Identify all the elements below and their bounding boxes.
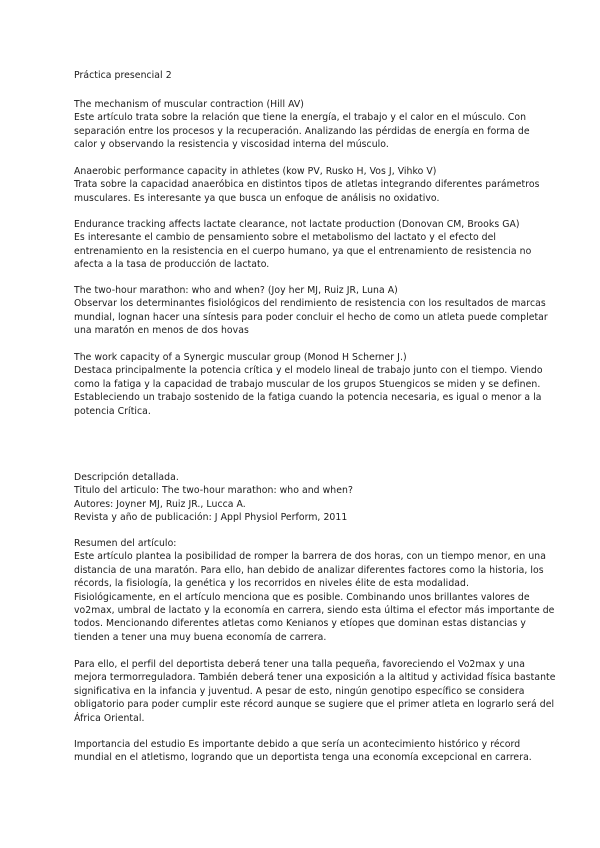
detail-block	[74, 471, 526, 525]
entry-heading: The two-hour marathon: who and when? (Joy her MJ, Ruiz JR, Luna A)	[74, 285, 398, 296]
summary-line: África Oriental.	[74, 712, 145, 724]
entry-line: como la fatiga y la capacidad de trabajo muscular de los grupos Stuengicos se miden y se definen.	[74, 378, 541, 390]
summary-line: significativa en la infancia y juventud. A pesar de esto, ningún genotipo específico se considera	[74, 685, 525, 697]
entry-line: una maratón en menos de dos hovas	[74, 325, 249, 337]
summary-line: Fisiológicamente, en el artículo menciona que es posible. Combinando unos brillantes valores de	[74, 591, 530, 603]
summary-line: Para ello, el perfil del deportista deberá tener una talla pequeña, favoreciendo el Vo2max y una	[74, 659, 525, 670]
importance-line: mundial en el atletismo, logrando que un deportista tenga una economía excepcional en carrera.	[74, 752, 532, 764]
detail-article-title: Titulo del articulo: The two-hour marathon: who and when?	[74, 485, 353, 497]
entry-line: musculares. Es interesante ya que busca un enfoque de análisis no oxidativo.	[74, 192, 440, 204]
entry-heading: The mechanism of muscular contraction (Hill AV)	[74, 99, 304, 110]
detail-authors: Autores: Joyner MJ, Ruiz JR., Lucca A.	[74, 498, 246, 510]
study-importance-block	[74, 738, 532, 765]
summary-line: Este artículo plantea la posibilidad de romper la barrera de dos horas, con un tiempo menor, en una	[74, 551, 546, 563]
page-title-block	[74, 69, 526, 82]
summary-heading: Resumen del artículo:	[74, 538, 177, 549]
entry-line: Observar los determinantes fisiológicos del rendimiento de resistencia con los resultados de marcas	[74, 298, 546, 310]
summary-line: récords, la fisiología, la genética y los recorridos en niveles élite de esta modalidad.	[74, 578, 469, 590]
entry-line: mundial, lognan hacer una síntesis para poder concluir el hecho de como un atleta puede completar	[74, 311, 548, 323]
summary-paragraph-2	[74, 658, 556, 725]
summary-line: todos. Mencionando diferentes atletas como Kenianos y etíopes que dominan estas distancias y	[74, 618, 526, 630]
summary-line: distancia de una maratón. Para ello, han debido de analizar diferentes factores como la historia, los	[74, 564, 544, 576]
entry-heading: Anaerobic performance capacity in athletes (kow PV, Rusko H, Vos J, Vihko V)	[74, 166, 437, 177]
importance-line: Importancia del estudio Es importante debido a que sería un acontecimiento histórico y récord	[74, 739, 521, 750]
reference-entry-3	[74, 218, 532, 272]
summary-line: mejora termorreguladora. También deberá tener una exposición a la altitud y actividad física bastante	[74, 672, 556, 684]
entry-line: Destaca principalmente la potencia crítica y el modelo lineal de trabajo junto con el tiempo. Viendo	[74, 365, 543, 377]
detail-heading: Descripción detallada.	[74, 472, 179, 483]
summary-line: vo2max, umbral de lactato y la economía en carrera, siendo esta última el efector más importante de	[74, 605, 555, 617]
entry-line: calor y observando la resistencia y viscosidad interna del músculo.	[74, 139, 389, 151]
summary-block	[74, 537, 555, 644]
entry-line: Este artículo trata sobre la relación que tiene la energía, el trabajo y el calor en el músculo. Con	[74, 112, 527, 124]
entry-heading: Endurance tracking affects lactate clearance, not lactate production (Donovan CM, Brooks GA)	[74, 219, 520, 230]
entry-line: Trata sobre la capacidad anaeróbica en distintos tipos de atletas integrando diferentes parámetros	[74, 179, 540, 191]
entry-heading: The work capacity of a Synergic muscular group (Monod H Scherner J.)	[74, 352, 407, 363]
page-title: Práctica presencial 2	[74, 70, 172, 81]
reference-entry-4	[74, 284, 548, 338]
entry-line: entrenamiento en la resistencia en el cuerpo humano, ya que el entrenamiento de resistencia no	[74, 245, 532, 257]
reference-entry-1	[74, 98, 530, 152]
summary-line: obligatorio para poder cumplir este récord aunque se sugiere que el primer atleta en lograrlo será del	[74, 699, 555, 711]
entry-line: afecta a la tasa de producción de lactato.	[74, 259, 270, 271]
entry-line: Estableciendo un trabajo sostenido de la fatiga cuando la potencia necesaria, es igual o menor a la	[74, 392, 542, 404]
detail-journal-year: Revista y año de publicación: J Appl Physiol Perform, 2011	[74, 512, 348, 524]
reference-entry-5	[74, 351, 543, 418]
summary-line: tienden a tener una muy buena economía de carrera.	[74, 631, 327, 643]
entry-line: separación entre los procesos y la recuperación. Analizando las pérdidas de energía en forma de	[74, 125, 530, 137]
entry-line: potencia Crítica.	[74, 405, 151, 417]
entry-line: Es interesante el cambio de pensamiento sobre el metabolismo del lactato y el efecto del	[74, 232, 497, 244]
reference-entry-2	[74, 165, 540, 205]
